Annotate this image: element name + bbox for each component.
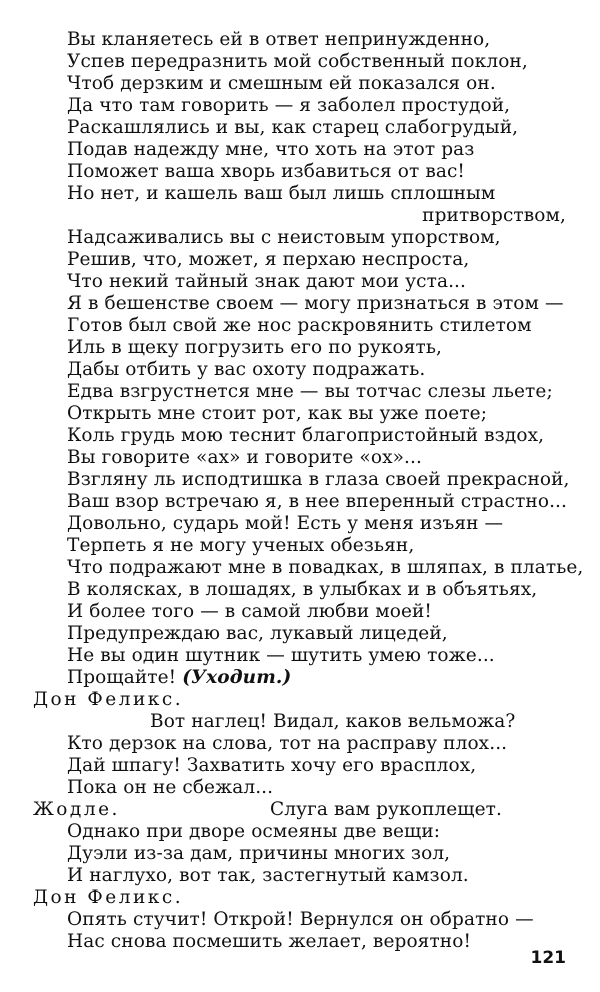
stage-direction: (Уходит.) — [182, 667, 292, 688]
verse-line: Иль в щеку погрузить его по рукоять, — [67, 337, 442, 358]
verse-line: Слуга вам рукоплещет. — [270, 799, 502, 820]
speaker-name: Дон Феликс. — [33, 887, 184, 908]
speaker-name: Дон Феликс. — [33, 689, 184, 710]
verse-line: Коль грудь мою теснит благопристойный вздох, — [67, 425, 545, 446]
verse-line: Подав надежду мне, что хоть на этот раз — [67, 139, 475, 160]
verse-line: Пока он не сбежал... — [67, 777, 274, 798]
verse-line: Поможет ваша хворь избавиться от вас! — [67, 161, 465, 182]
verse-line: Однако при дворе осмеяны две вещи: — [67, 821, 441, 842]
verse-line: Опять стучит! Открой! Вернулся он обратно — — [67, 909, 534, 930]
verse-line: Открыть мне стоит рот, как вы уже поете; — [67, 403, 488, 424]
verse-line: Довольно, сударь мой! Есть у меня изъян — — [67, 513, 504, 534]
verse-line: И наглухо, вот так, застегнутый камзол. — [67, 865, 469, 886]
verse-line: Не вы один шутник — шутить умею тоже... — [67, 645, 495, 666]
verse-line: Предупреждаю вас, лукавый лицедей, — [67, 623, 448, 644]
verse-line: Дабы отбить у вас охоту подражать. — [67, 359, 426, 380]
verse-line: Решив, что, может, я перхаю неспроста, — [67, 249, 470, 270]
verse-line: Что некий тайный знак дают мои уста... — [67, 271, 467, 292]
verse-line: Что подражают мне в повадках, в шляпах, в платье, — [67, 557, 584, 578]
verse-line: Едва взгрустнется мне — вы тотчас слезы льете; — [67, 381, 553, 402]
verse-line: И более того — в самой любви моей! — [67, 601, 432, 622]
verse-line: Чтоб дерзким и смешным ей показался он. — [67, 73, 496, 94]
verse-line-continuation: притворством, — [422, 205, 566, 226]
verse-line: Взгляну ль исподтишка в глаза своей прекрасной, — [67, 469, 570, 490]
verse-line: В колясках, в лошадях, в улыбках и в объятьях, — [67, 579, 538, 600]
page-number: 121 — [530, 948, 566, 968]
verse-line: Да что там говорить — я заболел простудой, — [67, 95, 511, 116]
verse-line: Вы говорите «ах» и говорите «ох»... — [67, 447, 422, 468]
verse-line: Я в бешенстве своем — могу признаться в этом — — [67, 293, 564, 314]
verse-line: Успев передразнить мой собственный поклон, — [67, 51, 528, 72]
verse-line: Раскашлялись и вы, как старец слабогрудый, — [67, 117, 519, 138]
verse-line: Надсаживались вы с неистовым упорством, — [67, 227, 501, 248]
verse-line: Дуэли из-за дам, причины многих зол, — [67, 843, 451, 864]
verse-line: Вот наглец! Видал, каков вельможа? — [150, 711, 516, 732]
speaker-name: Жодле. — [33, 799, 120, 820]
verse-line — [67, 667, 291, 689]
verse-line: Дай шпагу! Захватить хочу его врасплох, — [67, 755, 477, 776]
verse-line: Но нет, и кашель ваш был лишь сплошным — [67, 183, 496, 204]
verse-line: Готов был свой же нос раскровянить стилетом — [67, 315, 532, 336]
verse-line: Нас снова посмешить желает, вероятно! — [67, 931, 471, 952]
verse-line: Вы кланяетесь ей в ответ непринужденно, — [67, 29, 491, 50]
verse-line: Ваш взор встречаю я, в нее вперенный страстно... — [67, 491, 568, 512]
verse-line: Терпеть я не могу ученых обезьян, — [67, 535, 415, 556]
verse-text: Прощайте! — [67, 667, 177, 688]
verse-line: Кто дерзок на слова, тот на расправу плох... — [67, 733, 508, 754]
